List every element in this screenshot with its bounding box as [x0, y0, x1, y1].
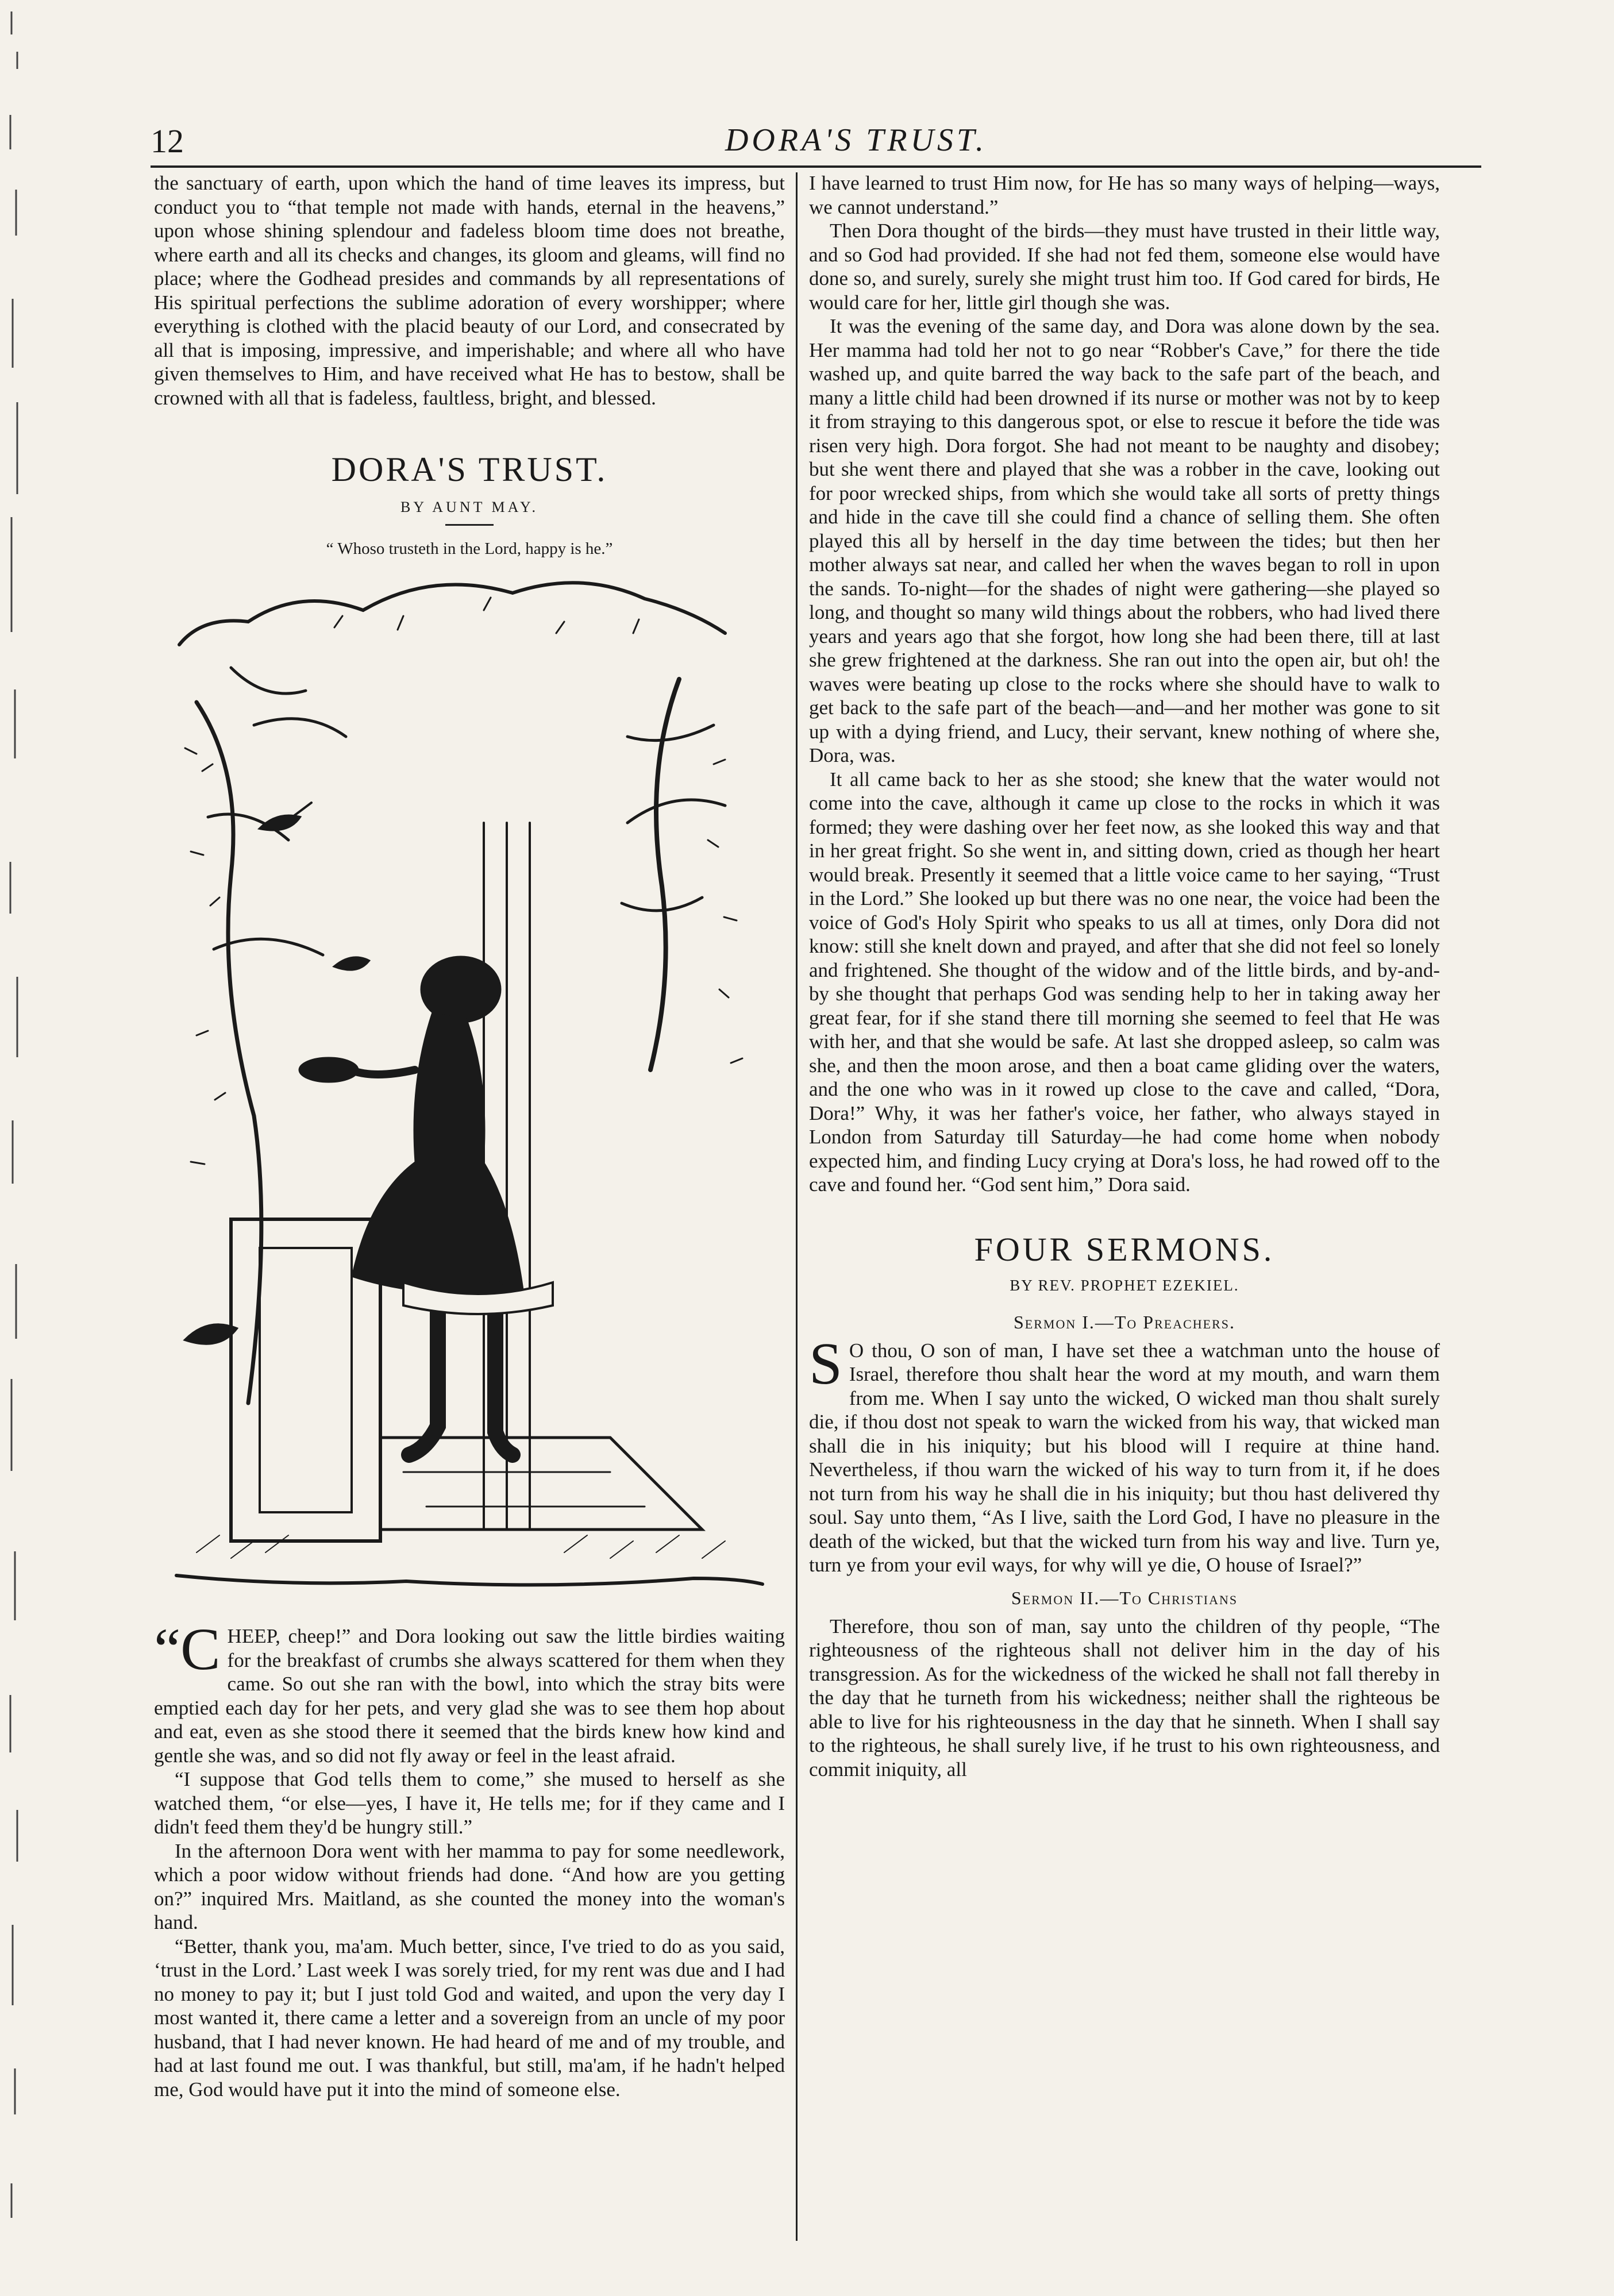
dropcap-c: “C	[154, 1616, 221, 1682]
story-byline: BY AUNT MAY.	[400, 499, 538, 515]
column-divider	[796, 172, 798, 2241]
story-paragraph-1: “C HEEP, cheep!” and Dora looking out saw the little birdies waiting for the breakfast of crumbs she always scattered for them when they came. So out she ran with the bowl, into which the stray bits were emptied each day for her pets, and very glad she was to see them hop about and eat, even as she stood there it seemed that the birds knew how kind and gentle she was, and so did not fly away or feel in the least afraid.	[154, 1616, 785, 1767]
dropcap-s: S	[809, 1330, 842, 1397]
story-paragraph-4: “Better, thank you, ma'am. Much better, since, I've tried to do as you said, ‘trust in the Lord.’ Last week I was sorely tried, for my rent was due and I had no money to pay it; but I just told God and waited, and upon the very day I most wanted it, there came a letter and a sovereign from an uncle of my poor husband, that I had never known. He had heard of me and of my trouble, and had at last found me out. I was thankful, but still, ma'am, if he hadn't helped me, God would have put it into the mind of someone else.	[154, 1935, 785, 2101]
title-rule	[445, 524, 494, 526]
sermons-byline: BY REV. PROPHET EZEKIEL.	[1010, 1276, 1239, 1294]
story-paragraph-3: In the afternoon Dora went with her mamma to pay for some needlework, which a poor widow without friends had done. “And how are you getting on?” inquired Mrs. Maitland, as she counted the money into the woman's hand.	[154, 1839, 785, 1933]
sermons-title: FOUR SERMONS.	[974, 1230, 1275, 1268]
sermon-1-heading: Sermon I.—To Preachers.	[1013, 1311, 1236, 1332]
story-paragraph-2: “I suppose that God tells them to come,” she mused to herself as she watched them, “or else—yes, I have it, He tells me; for if they came and I didn't feed them they'd be hungry still.”	[154, 1768, 785, 1838]
header-rule	[151, 165, 1481, 168]
story-paragraph-8: It all came back to her as she stood; she knew that the water would not come into the cave, although it came up close to the rocks in which it was formed; they were dashing over her feet now, as she looked this way and that in her great fright. So she went in, and sitting down, cried as though her heart would break. Presently it seemed that a little voice came to her saying, “Trust in the Lord.” She looked up but there was no one near, the voice had been the voice of God's Holy Spirit who speaks to us all at times, only Dora did not know: still she knelt down and prayed, and after that she did not feel so lonely and frightened. She thought of the widow and of the little birds, and by-and-by she thought that perhaps God was sending help to her in taking away her great fear, for if she stand there till morning she seemed to feel that He was with her, and that she would be safe. At last she dropped asleep, so calm was she, and then the moon arose, and then a boat came gliding over the waters, and the one who was in it rowed up close to the cave and called, “Dora, Dora!” Why, it was her father's voice, her father, who always stayed in London from Saturday till Saturday—he had come home when nobody expected him, and finding Lucy crying at Dora's loss, he had rowed off to the cave and found her. “God sent him,” Dora said.	[809, 768, 1440, 1196]
sermon-2-heading: Sermon II.—To Christians	[1011, 1587, 1238, 1608]
story-paragraph-7: It was the evening of the same day, and Dora was alone down by the sea. Her mamma had told her not to go near “Robber's Cave,” for there the tide washed up, and quite barred the way back to the safe part of the beach, and many a little child had been drowned if its nurse or mother was not by to keep it from straying to this dangerous spot, or else to rescue it before the tide was risen very high. Dora forgot. She had not meant to be naughty and disobey; but she went there and played that she was a robber in the cave, looking out for poor wrecked ships, from which she would take all sorts of pretty things and hide in the cave till she could find a chance of selling them. She often played this all by herself in the day time between the tides; but then her mother always sat near, and called her when the waves began to roll in upon the sands. To-night—for the shades of night were gathering—she played so long, and thought so many wild things about the robbers, who had lived there years and years ago that she forgot, how long she had been there, till at last she grew frightened at the darkness. She ran out into the open air, but oh! the waves were beating up close to the rocks where she should have to walk to get back to the safe part of the beach—and—and her mother was gone to sit up with a dying friend, and Lucy, their servant, knew nothing of where she, Dora, was.	[809, 315, 1440, 766]
left-column	[154, 171, 785, 2101]
gutter-marks	[0, 0, 34, 2296]
intro-paragraph: the sanctuary of earth, upon which the hand of time leaves its impress, but conduct you to “that temple not made with hands, eternal in the heavens,” upon whose shining splendour and fadeless bloom time does not breathe, where earth and all its checks and changes, its gloom and gleams, will find no place; where the Godhead presides and commands by all representations of His spiritual perfections the sublime adoration of every worshipper; where everything is clothed with the placid beauty of our Lord, and consecrated by all that is imposing, impressive, and imperishable; and where all who have given themselves to Him, and have received what He has to bestow, shall be crowned with all that is fadeless, faultless, bright, and blessed.	[154, 172, 785, 409]
story-paragraph-6: Then Dora thought of the birds—they must have trusted in their little way, and so God had provided. If she had not fed them, someone else would have done so, and surely, surely she might trust him too. If God cared for birds, He would care for her, little girl though she was.	[809, 219, 1440, 314]
story-title: DORA'S TRUST.	[331, 450, 608, 488]
right-column	[809, 171, 1440, 1781]
page-number: 12	[151, 122, 184, 160]
story-paragraph-5: I have learned to trust Him now, for He has so many ways of helping—ways, we cannot understand.”	[809, 172, 1440, 218]
running-title: DORA'S TRUST.	[725, 122, 988, 158]
sermon-1-text: S O thou, O son of man, I have set thee a watchman unto the house of Israel, therefore thou shalt hear the word at my mouth, and warn them from me. When I say unto the wicked, O wicked man thou shalt surely die, if thou dost not speak to warn the wicked from his way, that wicked man shall die in his iniquity; but his blood will I require at thine hand. Nevertheless, if thou warn the wicked of his way to turn from it, if he does not turn from his way he shall die in his iniquity; but thou hast delivered thy soul. Say unto them, “As I live, saith the Lord God, I have no pleasure in the death of the wicked, but that the wicked turn from his way and live. Turn ye, turn ye from your evil ways, for why will ye die, O house of Israel?”	[809, 1330, 1440, 1576]
engraving-illustration	[162, 576, 777, 1604]
sermon-2-text: Therefore, thou son of man, say unto the children of thy people, “The righteousness of the righteous shall not deliver him in the day of his transgression. As for the wickedness of the wicked he shall not fall thereby in the day that he turneth from his wickedness; neither shall the righteous be able to live for his righteousness in the day that he sinneth. When I shall say to the righteous, he shall surely live, if he trust to his own righteousness, and commit iniquity, all	[809, 1615, 1440, 1781]
story-epigraph: “ Whoso trusteth in the Lord, happy is he.”	[326, 540, 613, 558]
